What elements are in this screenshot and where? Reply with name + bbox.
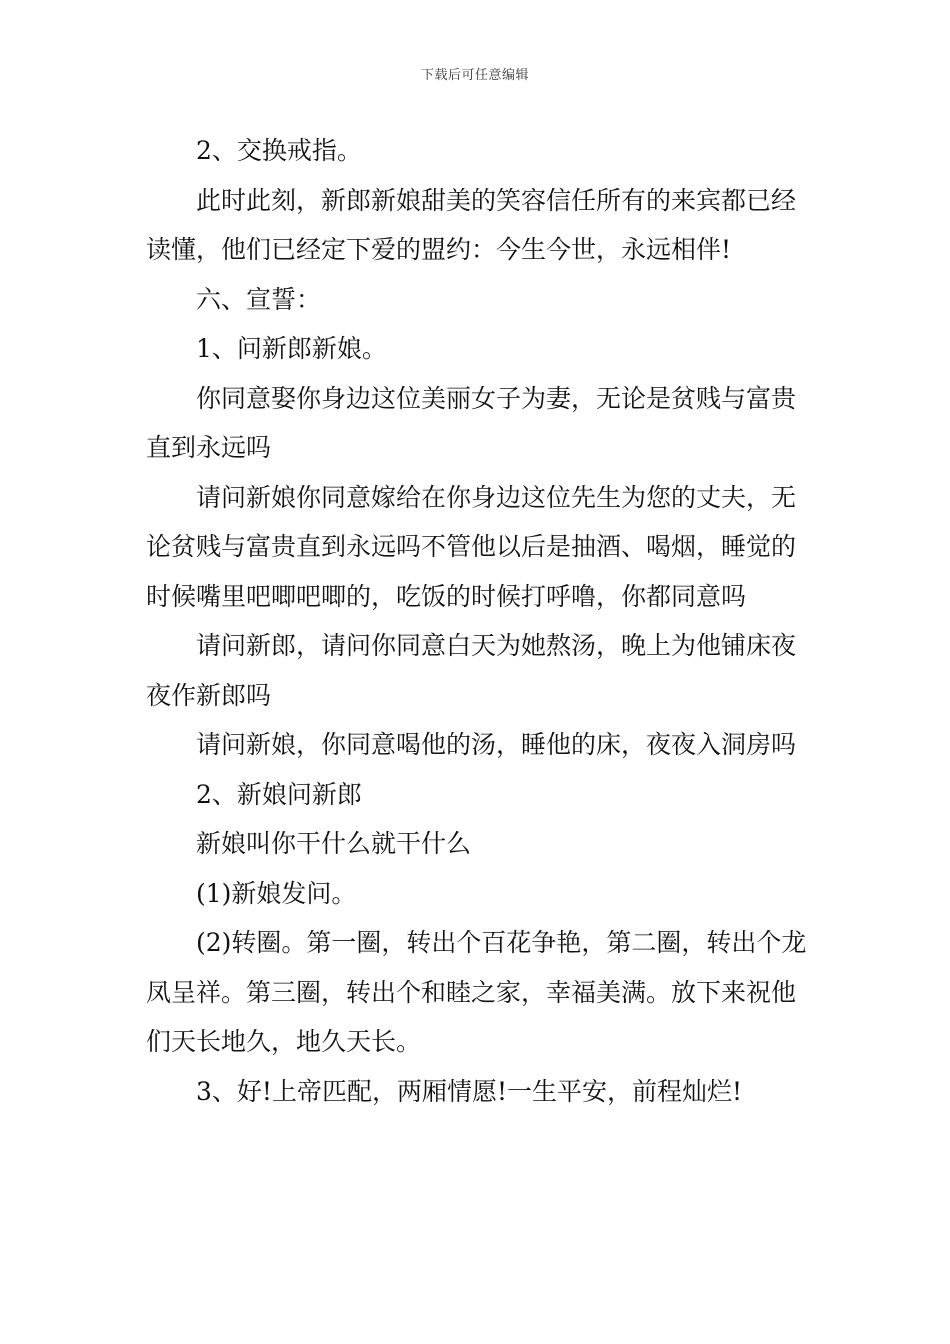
paragraph-bride-command: 新娘叫你干什么就干什么 (196, 829, 472, 858)
paragraph-exchange-rings: 2、交换戒指。 (196, 136, 362, 165)
list-item-bride-asks: (1)新娘发问。 (196, 878, 357, 908)
paragraph-blessing: 3、好!上帝匹配，两厢情愿!一生平安，前程灿烂! (196, 1076, 743, 1106)
section-heading-oath: 六、宣誓： (196, 284, 322, 314)
paragraph-bride-question: 请问新娘你同意嫁给在你身边这位先生为您的丈夫，无论贫贱与富贵直到永远吗不管他以后是抽酒、喝烟，睡觉的时候嘴里吧唧吧唧的，吃饭的时候打呼噜，你都同意吗 (146, 482, 797, 611)
subheading-ask-couple: 1、问新郎新娘。 (196, 334, 387, 363)
paragraph-vows-moment: 此时此刻，新郎新娘甜美的笑容信任所有的来宾都已经读懂，他们已经定下爱的盟约：今生今世，永远相伴! (146, 185, 797, 264)
page-header: 下载后可任意编辑 (420, 68, 529, 83)
list-item-turn-around: (2)转圈。第一圈，转出个百花争艳，第二圈，转出个龙凤呈祥。第三圈，转出个和睦之家，幸福美满。放下来祝他们天长地久，地久天长。 (146, 928, 807, 1056)
paragraph-bride-question-2: 请问新娘，你同意喝他的汤，睡他的床，夜夜入洞房吗 (196, 730, 797, 759)
document-body (146, 126, 810, 1116)
paragraph-groom-question-2: 请问新郎，请问你同意白天为她熬汤，晚上为他铺床夜夜作新郎吗 (146, 631, 797, 710)
subheading-bride-asks-groom: 2、新娘问新郎 (196, 779, 362, 809)
paragraph-groom-question: 你同意娶你身边这位美丽女子为妻，无论是贫贱与富贵直到永远吗 (146, 383, 797, 462)
